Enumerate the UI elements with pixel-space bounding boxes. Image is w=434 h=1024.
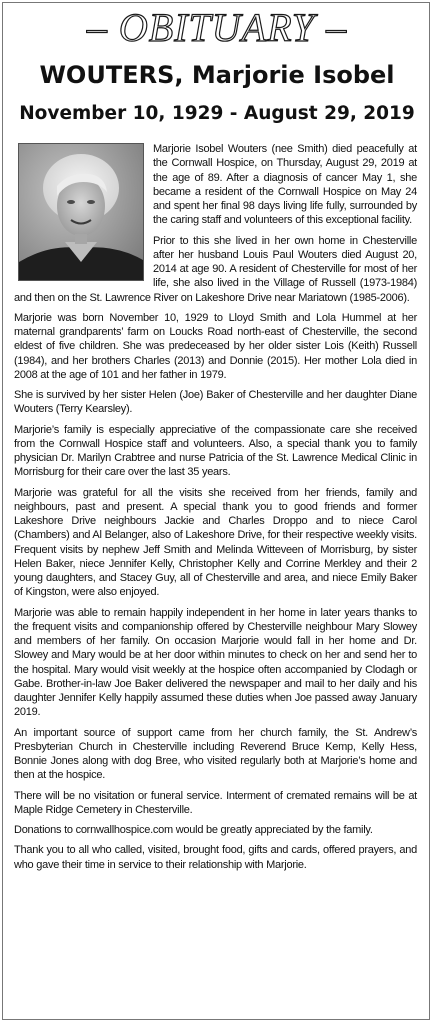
paragraph: Donations to cornwallhospice.com would be greatly appreciated by the family.	[14, 824, 373, 836]
paragraph: Prior to this she lived in her own home in Chesterville after her husband Louis Paul Wouters died August 20, 2014 at age 90. A resident of Chesterville for most of her life, she also lived in the Village of Russell (1973-1984) and then on the St. Lawrence River on Lakeshore Drive near Mariatown (1985-2006).	[14, 234, 417, 304]
paragraph: Marjorie Isobel Wouters (nee Smith) died peacefully at the Cornwall Hospice, on Thursday, August 29, 2019 at the age of 89. After a diagnosis of cancer May 1, she became a resident of the Cornwall Hospice on May 24 and spent her final 98 days living life fully, surrounded by the caring staff and volunteers of this exceptional facility.	[153, 143, 417, 227]
paragraph: Marjorie’s family is especially appreciative of the compassionate care she received from the Cornwall Hospice staff and volunteers. Also, a special thank you to family physician Dr. Marilyn Crabtree and nurse Patricia of the St. Lawrence Medical Clinic in Morrisburg for their care over the last 35 years.	[14, 423, 417, 479]
paragraph: An important source of support came from her church family, the St. Andrew’s Presbyterian Church in Chesterville including Reverend Bruce Kemp, Kelly Hess, Bonnie Jones along with dog Bree, who visited regularly both at Marjorie’s home and then at the hospice.	[14, 726, 417, 782]
deceased-name: WOUTERS, Marjorie Isobel	[39, 61, 395, 89]
banner-title: – OBITUARY –	[86, 5, 348, 50]
obituary-body	[14, 142, 417, 878]
paragraph: She is survived by her sister Helen (Joe) Baker of Chesterville and her daughter Diane Wouters (Terry Kearsley).	[14, 389, 417, 416]
paragraph: Thank you to all who called, visited, brought food, gifts and cards, offered prayers, and who gave their time in service to their relationship with Marjorie.	[14, 844, 417, 871]
paragraph: There will be no visitation or funeral service. Interment of cremated remains will be at Maple Ridge Cemetery in Chesterville.	[14, 789, 417, 816]
obituary-banner	[0, 0, 434, 56]
paragraph: Marjorie was born November 10, 1929 to Lloyd Smith and Lola Hummel at her maternal grandparents’ farm on Loucks Road north-east of Chesterville, the second eldest of five children. She was predeceased by her older sister Lois (Keith) Russell (1984), and her brothers Charles (2013) and Donnie (2015). Her mother Lola died in 2008 at the age of 101 and her father in 1979.	[14, 311, 417, 381]
portrait-photo	[18, 143, 144, 281]
paragraph: Marjorie was able to remain happily independent in her home in later years thanks to the frequent visits and companionship offered by Chesterville neighbour Mary Slowey and members of her family. On occasion Marjorie would fall in her home and Dr. Slowey and Mary would be at her door within minutes to check on her and send her to the hospital. Mary would visit weekly at the hospice often accompanied by Clodagh or Gabe. Brother-in-law Joe Baker delivered the newspaper and mail to her daily and his daughter Jennifer Kelly happily assumed these duties when Joe passed away January 2019.	[14, 606, 417, 719]
life-dates: November 10, 1929 - August 29, 2019	[19, 103, 415, 124]
paragraph: Marjorie was grateful for all the visits she received from her friends, family and neighbours, past and present. A special thank you to good friends and former Lakeshore Drive neighbours Jackie and Charles Droppo and to niece Carol (Chambers) and Al Belanger, also of Lakeshore Drive, for their respective weekly visits. Frequent visits by nephew Jeff Smith and Melinda Witteveen of Morrisburg, by sister Helen Baker, niece Jennifer Kelly, Christopher Kelly and Corrine Merkley and their 2 young daughters, and Stacey Guy, all of Chesterville and area, and niece Emily Baker of Kingston, were also enjoyed.	[14, 486, 417, 599]
